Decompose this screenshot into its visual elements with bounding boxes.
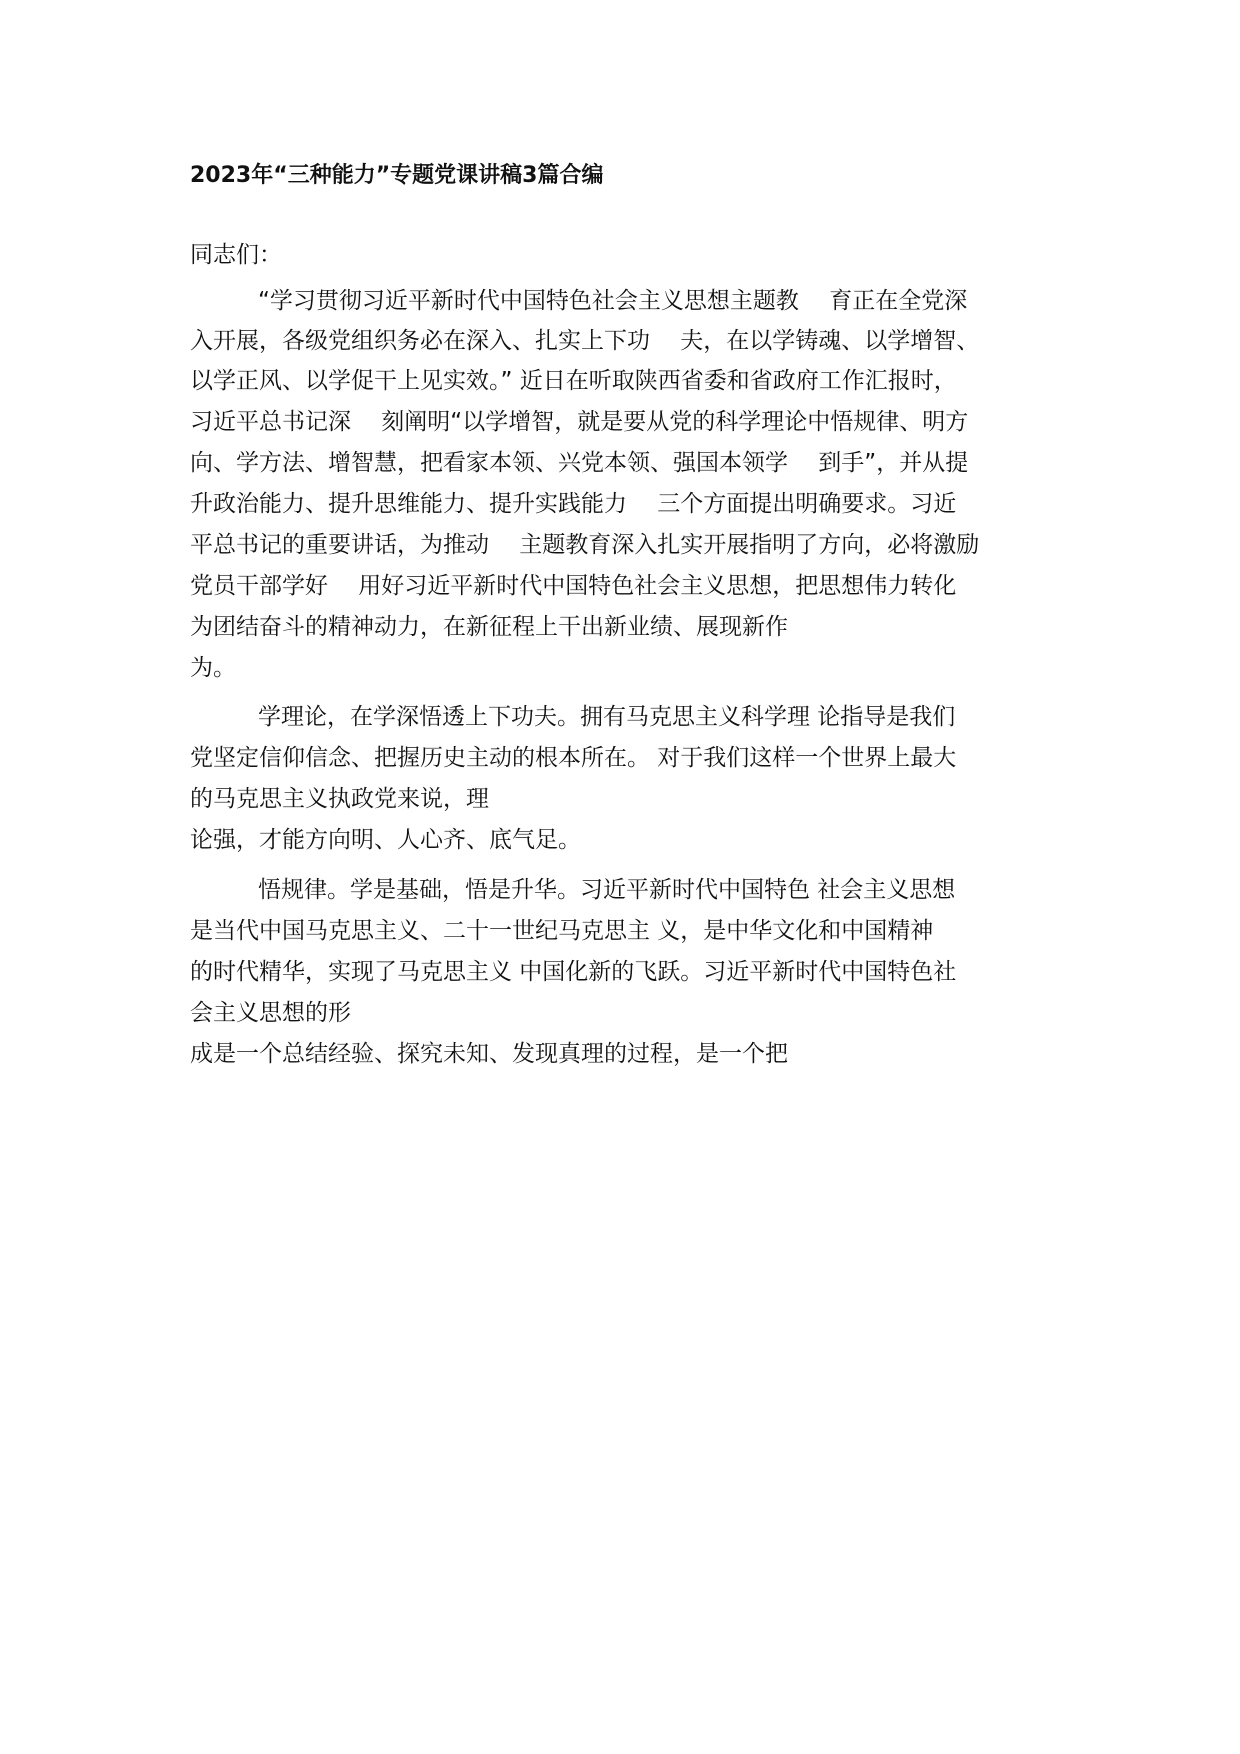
paragraph-1-line-1: “学习贯彻习近平新时代中国特色社会主义思想主题教 育正在全党深 <box>258 288 968 314</box>
paragraph-3-line-3: 的时代精华，实现了马克思主义 中国化新的飞跃。习近平新时代中国特色社 <box>190 959 957 985</box>
paragraph-1-line-2: 入开展，各级党组织务必在深入、扎实上下功 夫，在以学铸魂、以学增智、 <box>190 328 980 354</box>
paragraph-1-line-7: 平总书记的重要讲话，为推动 主题教育深入扎实开展指明了方向，必将激励 <box>190 532 980 558</box>
paragraph-3-line-4: 会主义思想的形 <box>190 1000 351 1026</box>
paragraph-1-line-5: 向、学方法、增智慧，把看家本领、兴党本领、强国本领学 到手”，并从提 <box>190 450 969 476</box>
paragraph-2-line-2: 党坚定信仰信念、把握历史主动的根本所在。 对于我们这样一个世界上最大 <box>190 745 957 771</box>
paragraph-2-line-3: 的马克思主义执政党来说，理 <box>190 786 489 812</box>
paragraph-1-line-9: 为团结奋斗的精神动力，在新征程上干出新业绩、展现新作 <box>190 614 788 640</box>
paragraph-2-line-1: 学理论，在学深悟透上下功夫。拥有马克思主义科学理 论指导是我们 <box>258 704 956 730</box>
paragraph-3-line-5: 成是一个总结经验、探究未知、发现真理的过程，是一个把 <box>190 1041 788 1067</box>
paragraph-1-line-6: 升政治能力、提升思维能力、提升实践能力 三个方面提出明确要求。习近 <box>190 491 957 517</box>
paragraph-3-line-1: 悟规律。学是基础，悟是升华。习近平新时代中国特色 社会主义思想 <box>258 877 956 903</box>
paragraph-1-line-8: 党员干部学好 用好习近平新时代中国特色社会主义思想，把思想伟力转化 <box>190 573 957 599</box>
paragraph-3-line-2: 是当代中国马克思主义、二十一世纪马克思主 义，是中华文化和中国精神 <box>190 918 934 944</box>
paragraph-1-line-3: 以学正风、以学促干上见实效。” 近日在听取陕西省委和省政府工作汇报时， <box>190 368 957 394</box>
salutation: 同志们： <box>190 242 282 268</box>
paragraph-2-line-4: 论强，才能方向明、人心齐、底气足。 <box>190 827 581 853</box>
document-title: 2023年“三种能力”专题党课讲稿3篇合编 <box>190 163 604 188</box>
paragraph-1-line-4: 习近平总书记深 刻阐明“以学增智，就是要从党的科学理论中悟规律、明方 <box>190 409 969 435</box>
paragraph-1-line-10: 为。 <box>190 655 236 681</box>
